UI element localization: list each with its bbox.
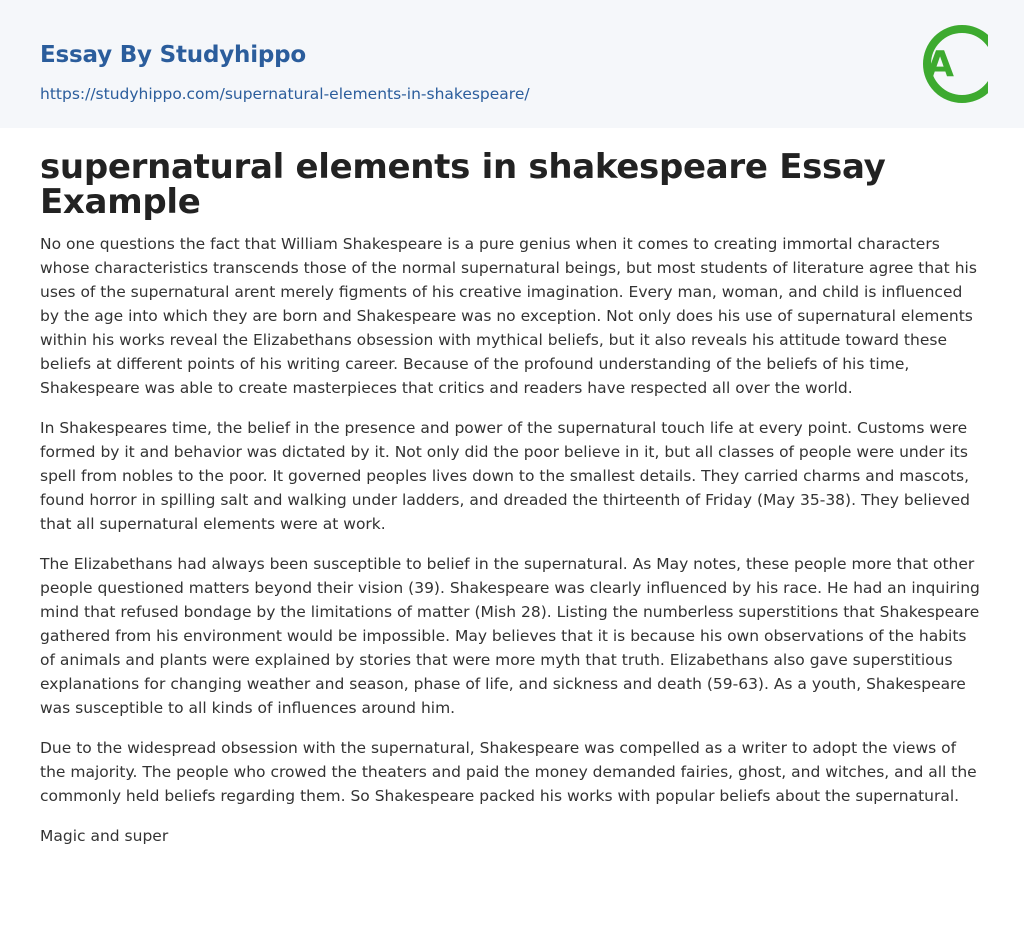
essay-paragraph: Magic and super [40,827,169,845]
studyhippo-logo-icon[interactable] [912,18,988,106]
source-url-link[interactable]: https://studyhippo.com/supernatural-elements-in-shakespeare/ [40,85,530,103]
site-brand[interactable]: Essay By Studyhippo [40,42,307,68]
essay-paragraph: In Shakespeares time, the belief in the presence and power of the supernatural touch life at every point. Customs were formed by it and behavior was dictated by it. Not only did the poor believe in it, but all classes of people were under its spell from nobles to the poor. It governed peoples lives down to the smallest details. They carried charms and mascots, found horror in spilling salt and walking under ladders, and dreaded the thirteenth of Friday (May 35-38). They believed that all supernatural elements were at work. [40,419,970,533]
essay-title: supernatural elements in shakespeare Essay Example [40,147,886,222]
essay-paragraph: The Elizabethans had always been susceptible to belief in the supernatural. As May notes, these people more that other people questioned matters beyond their vision (39). Shakespeare was clearly influenced by his race. He had an inquiring mind that refused bondage by the limitations of matter (Mish 28). Listing the numberless superstitions that Shakespeare gathered from his environment would be impossible. May believes that it is because his own observations of the habits of animals and plants were explained by stories that were more myth that truth. Elizabethans also gave superstitious explanations for changing weather and season, phase of life, and sickness and death (59-63). As a youth, Shakespeare was susceptible to all kinds of influences around him. [40,555,980,717]
site-header [0,0,1024,128]
essay-content [0,128,1024,848]
logo-letter: A [926,44,954,85]
essay-paragraph: Due to the widespread obsession with the supernatural, Shakespeare was compelled as a writer to adopt the views of the majority. The people who crowed the theaters and paid the money demanded fairies, ghost, and witches, and all the commonly held beliefs regarding them. So Shakespeare packed his works with popular beliefs about the supernatural. [40,739,977,805]
essay-paragraph: No one questions the fact that William Shakespeare is a pure genius when it comes to creating immortal characters whose characteristics transcends those of the normal supernatural beings, but most students of literature agree that his uses of the supernatural arent merely figments of his creative imagination. Every man, woman, and child is influenced by the age into which they are born and Shakespeare was no exception. Not only does his use of supernatural elements within his works reveal the Elizabethans obsession with mythical beliefs, but it also reveals his attitude toward these beliefs at different points of his writing career. Because of the profound understanding of the beliefs of his time, Shakespeare was able to create masterpieces that critics and readers have respected all over the world. [40,235,977,397]
